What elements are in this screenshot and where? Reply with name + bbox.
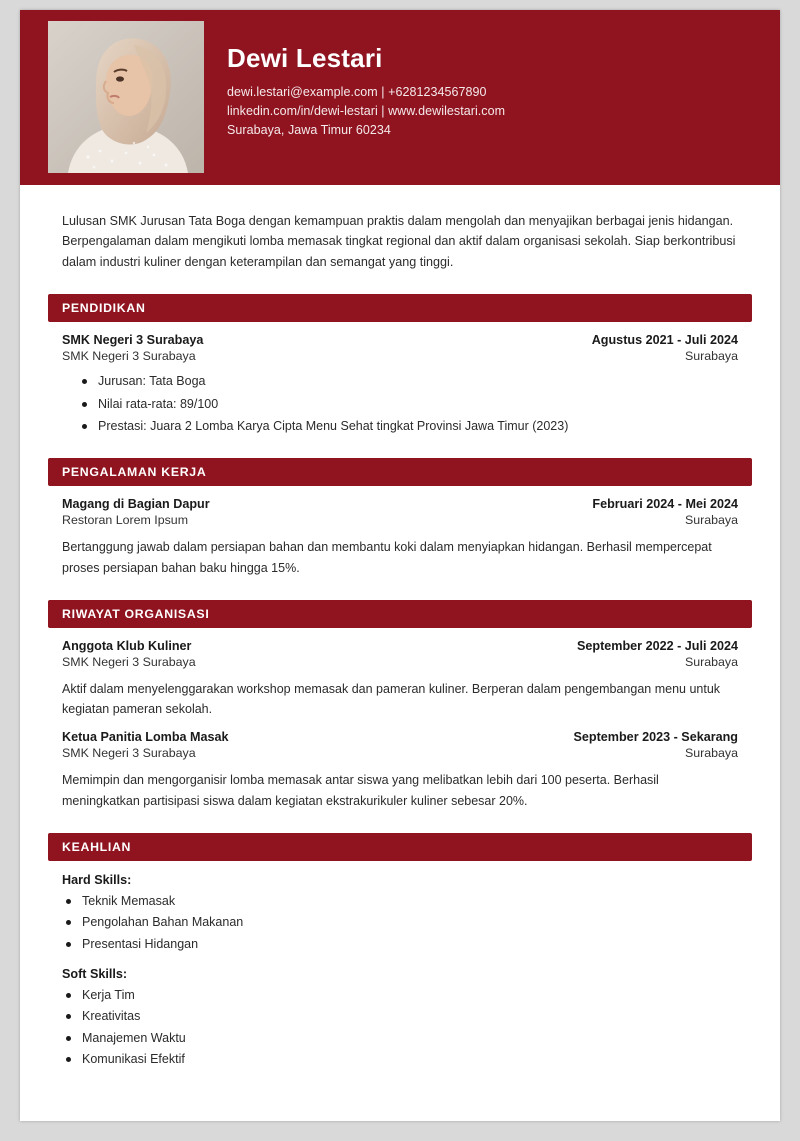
list-item: Komunikasi Efektif (66, 1050, 738, 1069)
organization-entry (48, 730, 752, 811)
bottom-spacer (48, 1071, 752, 1101)
list-item: Nilai rata-rata: 89/100 (82, 395, 738, 414)
profile-photo-image (48, 21, 204, 173)
section-header-skills: KEAHLIAN (48, 833, 752, 861)
education-title: SMK Negeri 3 Surabaya (62, 333, 204, 348)
organization-subtitle: SMK Negeri 3 Surabaya (62, 746, 196, 761)
contact-address: Surabaya, Jawa Timur 60234 (227, 122, 391, 137)
organization-location: Surabaya (684, 654, 738, 669)
entry-subtitle-row (62, 513, 738, 527)
list-item: Jurusan: Tata Boga (82, 372, 738, 391)
experience-location: Surabaya (684, 513, 738, 528)
education-date: Agustus 2021 - Juli 2024 (591, 333, 738, 348)
resume-header (20, 10, 780, 185)
organization-title: Anggota Klub Kuliner (62, 638, 192, 653)
candidate-name: Dewi Lestari (227, 43, 383, 73)
entry-subtitle-row (62, 655, 738, 669)
section-header-organization: RIWAYAT ORGANISASI (48, 600, 752, 628)
contact-links: linkedin.com/in/dewi-lestari | www.dewilestari.com (227, 103, 506, 118)
organization-subtitle: SMK Negeri 3 Surabaya (62, 654, 196, 669)
organization-entry (48, 639, 752, 720)
soft-skills-label: Soft Skills: (62, 966, 128, 981)
soft-skills-list (62, 986, 738, 1070)
list-item: Teknik Memasak (66, 892, 738, 911)
section-header-education: PENDIDIKAN (48, 294, 752, 322)
organization-location: Surabaya (684, 746, 738, 761)
experience-subtitle: Restoran Lorem Ipsum (62, 513, 189, 528)
entry-subtitle-row (62, 349, 738, 363)
organization-description: Aktif dalam menyelenggarakan workshop memasak dan pameran kuliner. Berperan dalam pengembangan menu untuk kegiatan pameran sekolah. (62, 681, 721, 717)
experience-title: Magang di Bagian Dapur (62, 497, 210, 512)
profile-summary: Lulusan SMK Jurusan Tata Boga dengan kemampuan praktis dalam mengolah dan menyajikan berbagai jenis hidangan. Berpengalaman dalam mengikuti lomba memasak tingkat regional dan aktif dalam organisasi sekolah. Siap berkontribusi dalam industri kuliner dengan keterampilan dan semangat yang tinggi. (62, 214, 736, 269)
header-text-block (227, 44, 505, 140)
resume-body (20, 211, 780, 1101)
hard-skills-label: Hard Skills: (62, 872, 132, 887)
resume-page (20, 10, 780, 1121)
entry-title-row (62, 639, 738, 653)
list-item: Pengolahan Bahan Makanan (66, 913, 738, 932)
organization-date: September 2022 - Juli 2024 (576, 638, 738, 653)
profile-photo (48, 21, 204, 173)
entry-title-row (62, 497, 738, 511)
organization-description: Memimpin dan mengorganisir lomba memasak antar siswa yang melibatkan lebih dari 100 peserta. Berhasil meningkatkan partisipasi siswa dalam kegiatan ekstrakurikuler kuliner sebesar 20%. (62, 773, 659, 808)
list-item: Manajemen Waktu (66, 1029, 738, 1048)
education-bullet-list (62, 372, 738, 436)
section-header-experience: PENGALAMAN KERJA (48, 458, 752, 486)
experience-entry (48, 497, 752, 578)
entry-title-row (62, 333, 738, 347)
entry-title-row (62, 730, 738, 744)
organization-title: Ketua Panitia Lomba Masak (62, 730, 229, 745)
skills-block (48, 873, 752, 1070)
organization-date: September 2023 - Sekarang (573, 730, 738, 745)
education-entry (48, 333, 752, 436)
education-location: Surabaya (684, 349, 738, 364)
entry-subtitle-row (62, 746, 738, 760)
experience-description: Bertanggung jawab dalam persiapan bahan dan membantu koki dalam menyiapkan hidangan. Berhasil mempercepat proses persiapan bahan baku hingga 15%. (62, 540, 712, 575)
list-item: Kerja Tim (66, 986, 738, 1005)
list-item: Kreativitas (66, 1007, 738, 1026)
experience-date: Februari 2024 - Mei 2024 (592, 497, 738, 512)
contact-email-phone: dewi.lestari@example.com | +6281234567890 (227, 84, 487, 99)
list-item: Presentasi Hidangan (66, 935, 738, 954)
list-item: Prestasi: Juara 2 Lomba Karya Cipta Menu Sehat tingkat Provinsi Jawa Timur (2023) (82, 417, 738, 436)
education-subtitle: SMK Negeri 3 Surabaya (62, 349, 196, 364)
hard-skills-list (62, 892, 738, 954)
